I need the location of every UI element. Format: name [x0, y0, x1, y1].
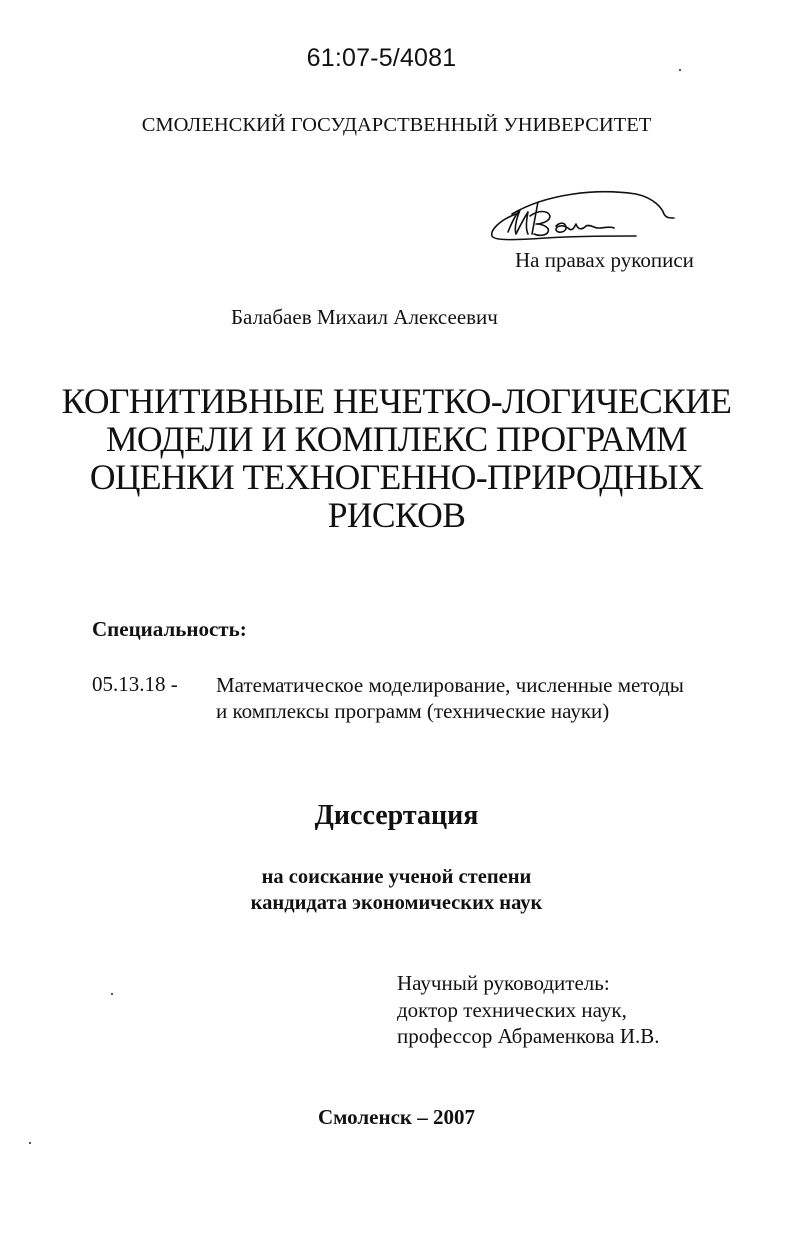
specialty-description-line: Математическое моделирование, численные методы	[216, 673, 684, 697]
document-type: Диссертация	[314, 800, 479, 831]
specialty-code: 05.13.18 -	[92, 672, 178, 696]
specialty-label: Специальность:	[92, 617, 247, 641]
scan-speck	[111, 993, 113, 995]
title-line: РИСКОВ	[327, 495, 466, 535]
scan-speck	[29, 1142, 31, 1144]
specialty-description-line: и комплексы программ (технические науки)	[216, 699, 610, 723]
title-line: МОДЕЛИ И КОМПЛЕКС ПРОГРАММ	[105, 419, 688, 459]
scan-speck	[679, 69, 681, 71]
title-line: ОЦЕНКИ ТЕХНОГЕННО-ПРИРОДНЫХ	[89, 457, 704, 497]
degree-statement	[0, 864, 793, 916]
place-and-year: Смоленск – 2007	[317, 1105, 476, 1129]
manuscript-rights-label: На правах рукописи	[515, 248, 694, 272]
supervisor-line: Научный руководитель:	[397, 971, 610, 995]
dissertation-title	[0, 382, 793, 534]
catalog-number: 61:07-5/4081	[306, 44, 457, 72]
degree-line: кандидата экономических наук	[250, 892, 543, 914]
handwritten-signature-icon	[486, 184, 676, 246]
author-name: Балабаев Михаил Алексеевич	[231, 305, 498, 329]
supervisor-line: доктор технических наук,	[397, 997, 627, 1022]
supervisor-block	[397, 970, 660, 1050]
specialty-description	[216, 672, 684, 724]
title-line: КОГНИТИВНЫЕ НЕЧЕТКО-ЛОГИЧЕСКИЕ	[61, 381, 732, 421]
university-name: СМОЛЕНСКИЙ ГОСУДАРСТВЕННЫЙ УНИВЕРСИТЕТ	[141, 114, 652, 136]
supervisor-line: профессор Абраменкова И.В.	[397, 1024, 660, 1048]
degree-line: на соискание ученой степени	[261, 866, 532, 888]
